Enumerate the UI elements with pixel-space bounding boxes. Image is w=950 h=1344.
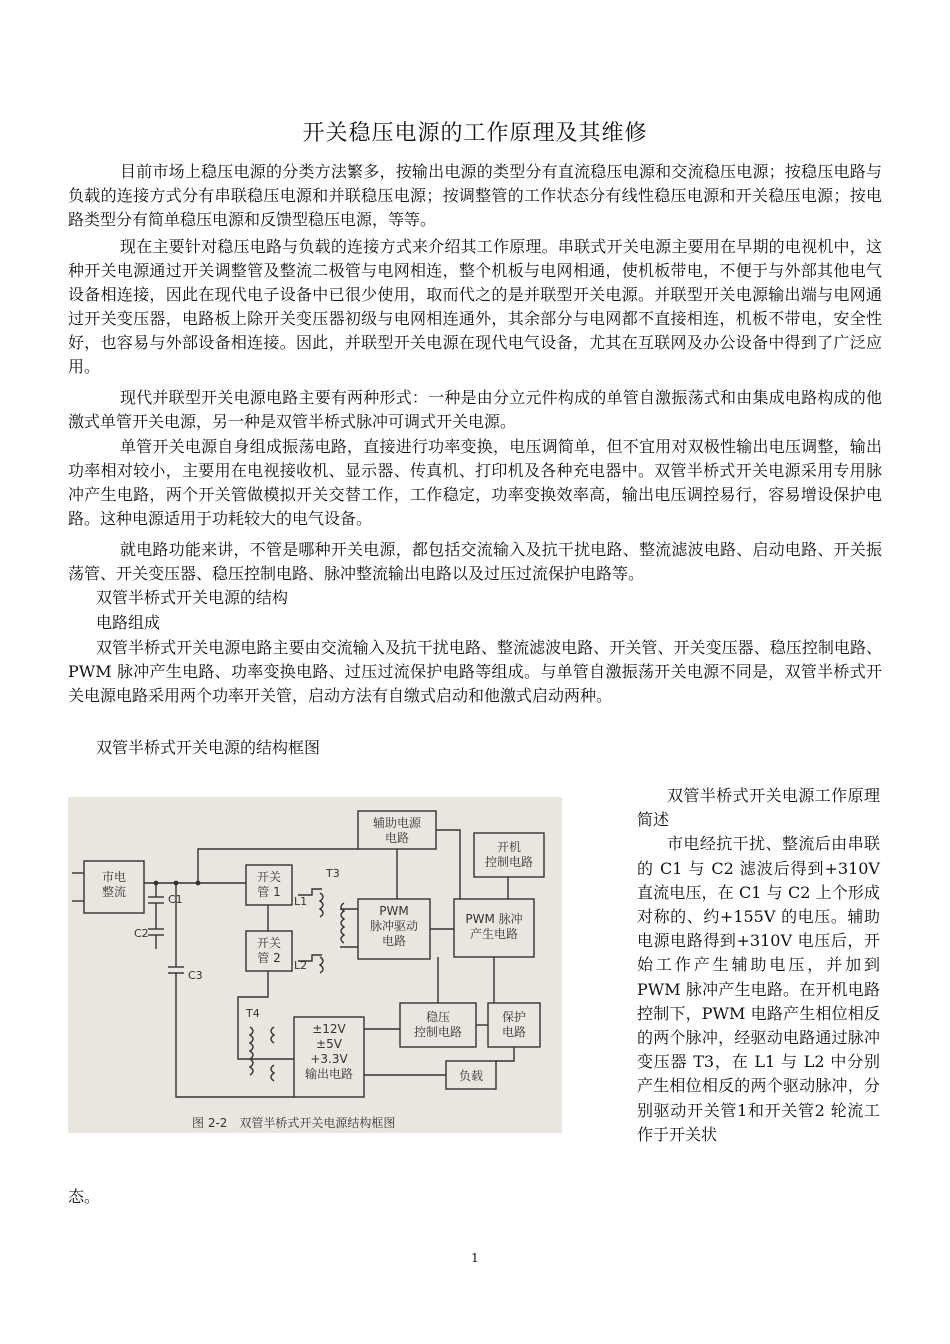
label-t3: T3 [326,867,340,880]
label-load-line: 负载 [458,1069,484,1083]
section-heading-composition: 电路组成 [96,613,161,632]
label-pwm-drive [370,904,418,948]
paragraph-2: 现在主要针对稳压电路与负载的连接方式来介绍其工作原理。串联式开关电源主要用在早期的电视机中，这种开关电源通过开关调整管及整流二极管与电网相连，整个机板与电网相通，使机板带电，不便于与外部其他电气设备相连接，因此在现代电子设备中已很少使用，取而代之的是并联型开关电源。并联型开关电源输出端与电网通过开关变压器，电路板上除开关变压器初级与电网相连通外，其余部分与电网都不直接相连，机板不带电，安全性好，也容易与外部设备相连接。因此，并联型开关电源在现代电气设备，尤其在互联网及办公设备中得到了广泛应用。 [68,237,882,376]
label-aux-line: 电路 [384,831,410,845]
label-boot [485,839,533,869]
label-output-line: ±5V [316,1037,342,1051]
label-sw2-line: 开关 [256,936,282,950]
coil-t4-sec-b [271,1065,274,1081]
label-regulator-line: 稳压 [425,1010,451,1024]
label-regulator [414,1010,462,1039]
label-sw1 [257,870,281,899]
label-pwm-gen-line: PWM 脉冲 [465,912,523,926]
coil-l2 [320,957,323,973]
label-l1: L1 [294,895,308,908]
coil-t4-sec-a [271,1027,274,1043]
label-pwm-gen [465,911,522,941]
page-number: 1 [471,1251,479,1265]
label-mains-line: 整流 [101,885,127,899]
side-column [637,784,880,1147]
paragraph-1: 目前市场上稳压电源的分类方法繁多，按输出电源的类型分有直流稳压电源和交流稳压电源；按稳压电路与负载的连接方式分有串联稳压电源和并联稳压电源；按调整管的工作状态分有线性稳压电源和开关稳压电源；按电路类型分有简单稳压电源和反馈型稳压电源，等等。 [68,162,882,229]
label-mains-line: 市电 [101,870,127,884]
block-diagram-svg [68,797,562,1133]
label-sw1-line: 管 1 [257,885,281,899]
section-heading-structure: 双管半桥式开关电源的结构 [96,588,289,607]
label-output-line: ±12V [312,1022,346,1036]
paragraph-3: 现代并联型开关电源电路主要有两种形式：一种是由分立元件构成的单管自激振荡式和由集成电路构成的他激式单管开关电源，另一种是双管半桥式脉冲可调式开关电源。 [68,388,882,431]
label-output-line: +3.3V [310,1052,348,1066]
label-sw1-line: 开关 [256,870,282,884]
label-pwm-drive-line: 脉冲驱动 [369,919,419,933]
label-aux-line: 辅助电源 [372,816,422,830]
label-boot-line: 控制电路 [484,855,534,869]
document-title: 开关稳压电源的工作原理及其维修 [302,121,648,146]
figure-caption: 图 2-2 双管半桥式开关电源结构框图 [192,1116,396,1130]
paragraph-5: 就电路功能来讲，不管是哪种开关电源，都包括交流输入及抗干扰电路、整流滤波电路、启动电路、开关振荡管、开关变压器、稳压控制电路、脉冲整流输出电路以及过压过流保护电路等。 [68,540,882,583]
coil-l1 [320,893,323,917]
paragraph-4: 单管开关电源自身组成振荡电路，直接进行功率变换，电压调简单，但不宜用对双极性输出电压调整，输出功率相对较小，主要用在电视接收机、显示器、传真机、打印机及各种充电器中。双管半桥式开关电源采用专用脉冲产生电路，两个开关管做模拟开关交替工作，工作稳定，功率变换效率高，输出电压调控易行，容易增设保护电路。这种电源适用于功耗较大的电气设备。 [68,437,882,528]
label-t4: T4 [246,1007,260,1020]
side-text: 市电经抗干扰、整流后由串联的 C1 与 C2 滤波后得到+310V 直流电压，在 C1 与 C2 上个形成对称的、约+155V 的电压。辅助电源电路得到+310V 电压后，开始工作产生辅助电压，并加到 PWM 脉冲产生电路。在开机电路控制下，PWM 电路产生相位相反的两个脉冲，经驱动电路通过脉冲变压器 T3，在 L1 与 L2 中分别产生相位相反的两个驱动脉冲，分别驱动开关管1和开关管2 轮流工作于开关状 [637,834,880,1144]
tail-text: 态。 [68,1187,101,1206]
label-l2: L2 [294,959,308,972]
label-mains [102,869,126,899]
label-sw2 [257,936,281,965]
label-regulator-line: 控制电路 [413,1025,463,1039]
label-boot-line: 开机 [496,840,522,854]
coil-t4-primary [250,1027,253,1075]
label-aux [373,815,422,845]
section-heading-block-diagram: 双管半桥式开关电源的结构框图 [96,738,321,757]
label-output [305,1022,353,1081]
label-load [459,1068,483,1083]
label-pwm-gen-line: 产生电路 [469,927,519,941]
label-sw2-line: 管 2 [257,951,281,965]
block-diagram-figure [68,797,562,1133]
label-pwm-drive-line: PWM [379,904,409,918]
label-c3: C3 [188,969,203,982]
label-protection-line: 电路 [501,1025,527,1039]
label-c1: C1 [168,893,183,906]
label-c2: C2 [134,927,149,940]
label-protection [502,1009,526,1039]
label-protection-line: 保护 [501,1010,527,1024]
label-pwm-drive-line: 电路 [381,934,407,948]
paragraph-6: 双管半桥式开关电源电路主要由交流输入及抗干扰电路、整流滤波电路、开关管、开关变压器、稳压控制电路、PWM 脉冲产生电路、功率变换电路、过压过流保护电路等组成。与单管自激振荡开关电源不同是，双管半桥式开关电源电路采用两个功率开关管，启动方法有自缴式启动和他激式启动两种。 [68,638,882,705]
side-heading: 双管半桥式开关电源工作原理简述 [637,786,880,830]
label-output-line: 输出电路 [304,1067,354,1081]
